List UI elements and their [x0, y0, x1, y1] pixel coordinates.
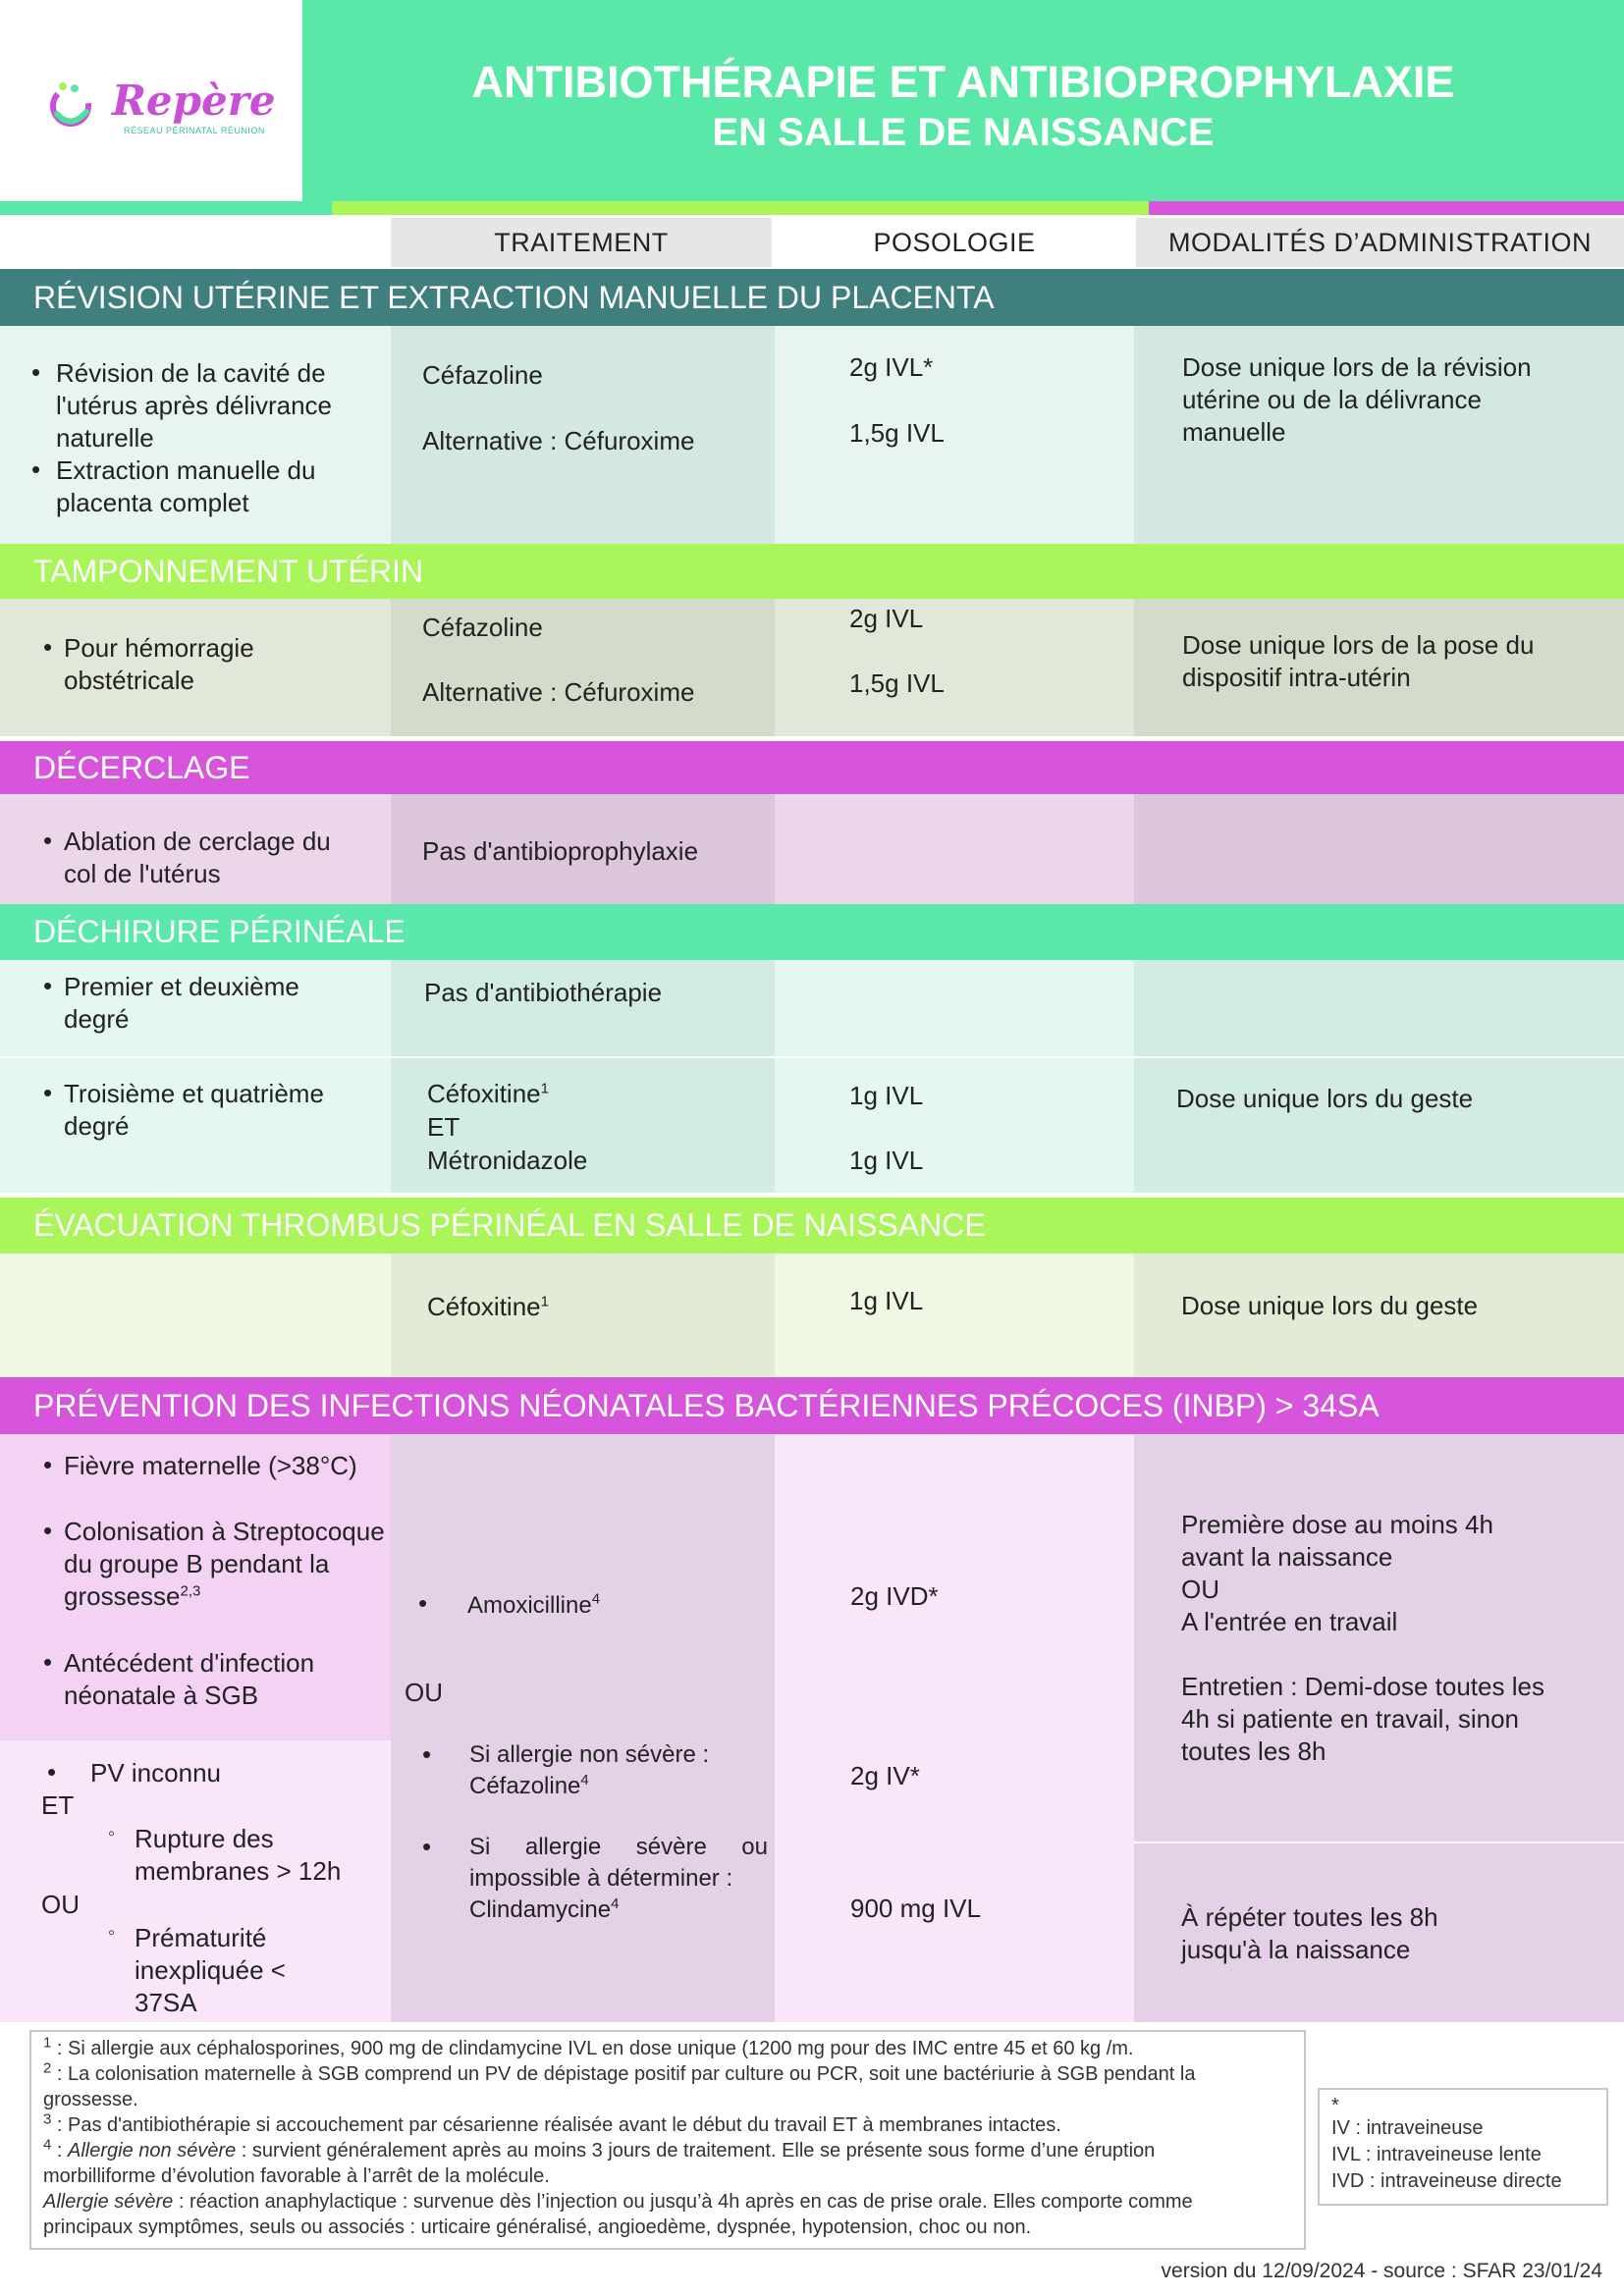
dosage: 2g IV*: [850, 1761, 920, 1790]
section-title-tamponnement: TAMPONNEMENT UTÉRIN: [0, 544, 1624, 599]
administration: À répéter toutes les 8h jusqu'à la naissance: [1181, 1902, 1438, 1964]
connector: ET: [41, 1790, 75, 1820]
list-item: Fièvre maternelle (>38°C): [64, 1451, 357, 1480]
row-bg: [391, 1434, 775, 2022]
dosage: 2g IVD*: [850, 1581, 939, 1611]
bullet: •: [43, 971, 53, 1000]
list-item: Premier et deuxième degré: [64, 972, 299, 1034]
legend-ivd: IVD : intraveineuse directe: [1331, 2170, 1562, 2192]
dosage: 900 mg IVL: [850, 1894, 981, 1923]
treatment-and: ET: [427, 1112, 460, 1142]
bullet: •: [43, 1450, 53, 1479]
section-title-decerclage: DÉCERCLAGE: [0, 741, 1624, 794]
footnote-ref: 1: [540, 1080, 549, 1097]
bullet: •: [43, 1078, 53, 1107]
treatment: [427, 1078, 549, 1110]
logo: [41, 67, 277, 145]
row-bg: [1134, 794, 1624, 904]
bullet: •: [31, 454, 41, 484]
list-item: Révision de la cavité de l'utérus après délivrance naturelle: [56, 358, 332, 453]
treatment: [469, 1832, 768, 1926]
dosage: 2g IVL: [849, 604, 924, 633]
legend-ivl: IVL : intraveineuse lente: [1331, 2144, 1542, 2165]
row-bg: [775, 960, 1134, 1193]
list-item: Antécédent d'infection néonatale à SGB: [64, 1648, 315, 1710]
treatment-name: Amoxicilline: [467, 1592, 592, 1619]
footnote-2: $^2$ : La colonisation maternelle à SGB comprend un PV de dépistage positif par culture ou PCR, soit une bactériurie à SGB pendant la grossesse.: [43, 2059, 1196, 2110]
footnote-ref: 4: [611, 1896, 620, 1912]
row-divider: [0, 1056, 1624, 1058]
footnotes-box: [29, 2030, 1306, 2250]
title-line-2: EN SALLE DE NAISSANCE: [712, 111, 1215, 154]
admin-maintenance: Entretien : Demi-dose toutes les 4h si patiente en travail, sinon toutes les 8h: [1181, 1672, 1544, 1766]
bullet: •: [418, 1588, 428, 1618]
column-header-treatment: TRAITEMENT: [391, 218, 772, 267]
connector: OU: [405, 1678, 443, 1707]
treatment-label: Si allergie sévère ou impossible à déterminer :: [469, 1834, 768, 1892]
section-title-thrombus: ÉVACUATION THROMBUS PÉRINÉAL EN SALLE DE NAISSANCE: [0, 1198, 1624, 1254]
bullet: •: [43, 1647, 53, 1677]
row-bg: [775, 1434, 1134, 2022]
section-title-revision: RÉVISION UTÉRINE ET EXTRACTION MANUELLE DU PLACENTA: [0, 269, 1624, 326]
administration: [1181, 1509, 1594, 1768]
administration: Dose unique lors de la pose du dispositif intra-utérin: [1182, 630, 1535, 692]
footnote-1: $^1$ : Si allergie aux céphalosporines, 900 mg de clindamycine IVL en dose unique (1200 mg pour des IMC entre 45 et 60 kg /m.: [43, 2034, 1134, 2059]
treatment: [469, 1739, 764, 1802]
bullet: •: [422, 1739, 432, 1769]
row-bg: [775, 794, 1134, 904]
treatment: Alternative : Céfuroxime: [422, 426, 695, 455]
list-item: PV inconnu: [90, 1758, 221, 1788]
section-title-dechirure: DÉCHIRURE PÉRINÉALE: [0, 904, 1624, 960]
treatment: Métronidazole: [427, 1146, 588, 1175]
strip-lime: [332, 201, 1149, 215]
logo-name: Repère: [112, 77, 276, 125]
section-title-inbp: PRÉVENTION DES INFECTIONS NÉONATALES BACTÉRIENNES PRÉCOCES (INBP) > 34SA: [0, 1377, 1624, 1434]
bullet: •: [422, 1832, 432, 1861]
connector: OU: [41, 1890, 80, 1919]
list-item: Troisième et quatrième degré: [64, 1079, 324, 1141]
page-title: [302, 57, 1624, 157]
treatment: [467, 1588, 600, 1622]
column-header-dosage: POSOLOGIE: [775, 218, 1134, 267]
dosage: 1g IVL: [849, 1081, 924, 1110]
footnote-5: Allergie sévère : réaction anaphylactique : survenue dès l’injection ou jusqu’à 4h après en cas de prise orale. Elles comporte comme principaux symptômes, seuls ou associés : urticaire généralisé, angioedème, dyspnée, hypotension, choc ou non.: [43, 2191, 1193, 2238]
treatment: [427, 1291, 549, 1323]
treatment-name: Clindamycine: [469, 1896, 612, 1923]
legend-star: *: [1331, 2095, 1339, 2116]
logo-icon: [41, 75, 100, 133]
treatment-name: Céfoxitine: [427, 1079, 541, 1108]
sub-bullet: ◦: [108, 1823, 116, 1844]
list-item: Prématurité inexpliquée < 37SA: [135, 1923, 286, 2017]
footnote-4: $^4$ : Allergie non sévère : survient généralement après au moins 3 jours de traitement. Elle se présente sous forme d’une éruption morbilliforme d’évolution favorable à l’arrêt de la molécule.: [43, 2136, 1156, 2187]
title-line-1: ANTIBIOTHÉRAPIE ET ANTIBIOPROPHYLAXIE: [471, 57, 1455, 107]
administration: Dose unique lors du geste: [1176, 1084, 1474, 1113]
strip-magenta: [1149, 201, 1624, 215]
list-item: Pour hémorragie obstétricale: [64, 633, 254, 695]
version-info: version du 12/09/2024 - source : SFAR 23/01/24: [1161, 2260, 1602, 2282]
footnote-3: $^3$ : Pas d'antibiothérapie si accouchement par césarienne réalisée avant le début du travail ET à membranes intactes.: [43, 2110, 1061, 2136]
list-item: Ablation de cerclage du col de l'utérus: [64, 827, 331, 888]
dosage: 1g IVL: [849, 1146, 924, 1175]
list-item: Rupture des membranes > 12h: [135, 1824, 342, 1886]
treatment-name: Céfoxitine: [427, 1292, 541, 1321]
bullet: •: [43, 1516, 53, 1545]
admin-first-dose: Première dose au moins 4h avant la naissance: [1181, 1510, 1493, 1572]
footnote-ref: 2,3: [180, 1582, 201, 1600]
treatment: Pas d'antibiothérapie: [424, 978, 663, 1007]
admin-or: OU: [1181, 1575, 1219, 1604]
bullet: •: [47, 1757, 57, 1787]
legend-iv: IV : intraveineuse: [1331, 2117, 1484, 2139]
bullet: •: [43, 826, 53, 855]
treatment: Céfazoline: [422, 613, 543, 642]
row-bg: [1134, 960, 1624, 1193]
logo-tagline: RÉSEAU PÉRINATAL RÉUNION: [124, 126, 265, 135]
footnote-ref: 1: [540, 1293, 549, 1310]
list-item: Extraction manuelle du placenta complet: [56, 455, 316, 517]
administration: Dose unique lors de la révision utérine ou de la délivrance manuelle: [1182, 352, 1532, 447]
dosage: 2g IVL*: [849, 352, 934, 382]
dosage: 1,5g IVL: [849, 418, 945, 448]
row-bg: [0, 1254, 391, 1377]
administration: Dose unique lors du geste: [1181, 1291, 1479, 1320]
row-bg: [775, 326, 1134, 544]
dosage: 1,5g IVL: [849, 668, 945, 698]
row-bg: [775, 599, 1134, 736]
treatment: Céfazoline: [422, 360, 543, 390]
admin-labour: A l'entrée en travail: [1181, 1607, 1398, 1636]
row-bg: [775, 1254, 1134, 1377]
footnote-ref: 4: [580, 1772, 589, 1789]
abbreviations-legend: [1318, 2088, 1608, 2206]
treatment-name: Céfazoline: [469, 1773, 581, 1799]
sub-bullet: ◦: [108, 1922, 116, 1944]
treatment: Alternative : Céfuroxime: [422, 677, 695, 707]
strip-green: [0, 201, 332, 215]
bullet: •: [43, 632, 53, 662]
bullet: •: [31, 357, 41, 387]
list-item: [64, 1516, 393, 1613]
row-divider: [1134, 1842, 1624, 1843]
item-text: Colonisation à Streptocoque du groupe B pendant la grossesse: [64, 1517, 385, 1611]
dosage: 1g IVL: [849, 1286, 924, 1315]
footnote-ref: 4: [591, 1590, 601, 1608]
column-header-administration: MODALITÉS D’ADMINISTRATION: [1136, 218, 1624, 267]
treatment-label: Si allergie non sévère :: [469, 1741, 710, 1768]
treatment: Pas d'antibioprophylaxie: [422, 836, 699, 866]
